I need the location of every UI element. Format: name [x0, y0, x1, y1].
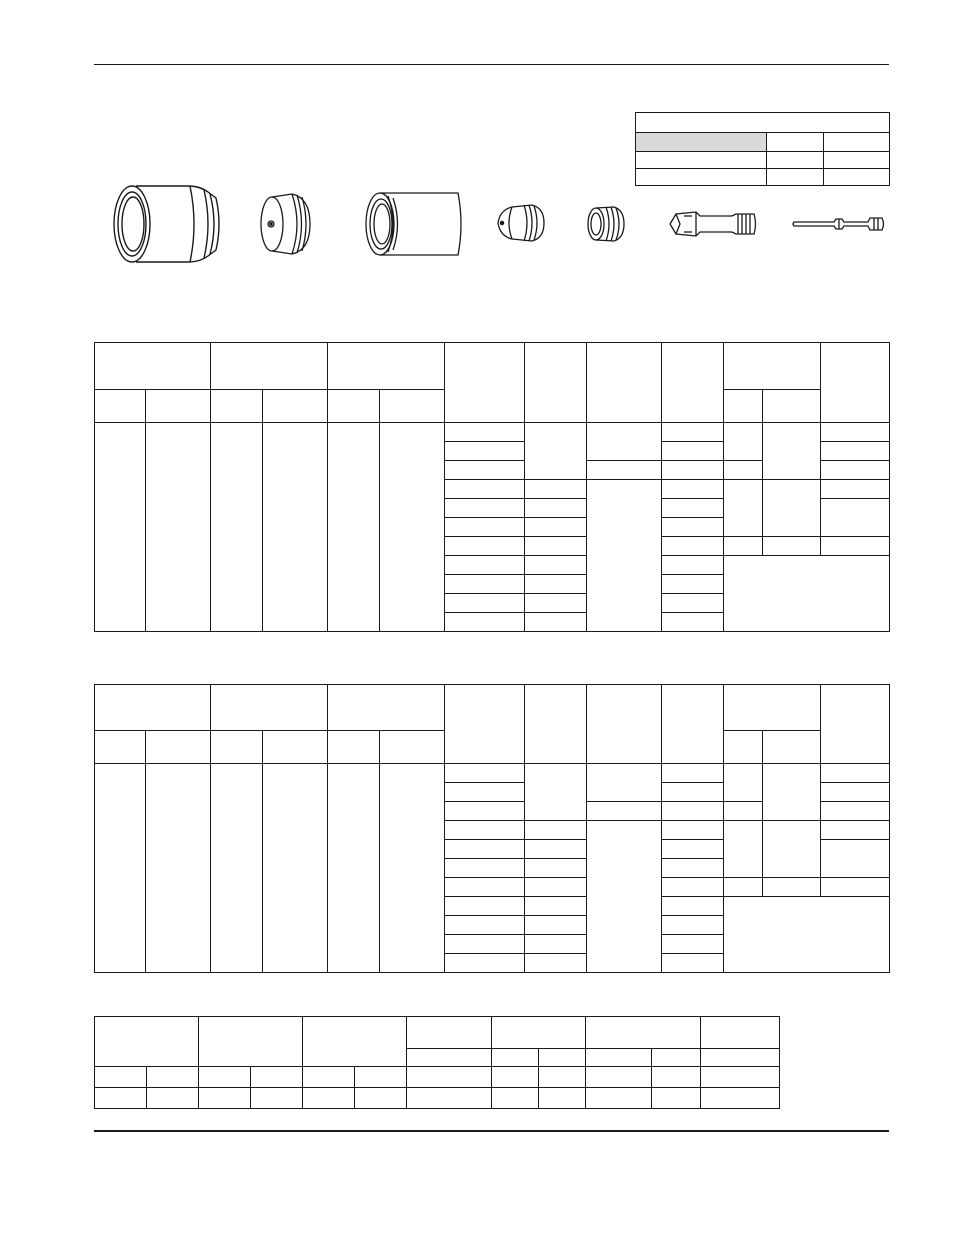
- table-cell: [525, 878, 587, 897]
- table-cell: [95, 685, 211, 731]
- table-cell: [662, 954, 724, 973]
- table-cell: [445, 461, 525, 480]
- table-cell: [763, 821, 821, 878]
- table-cell: [492, 1017, 586, 1049]
- table-cell: [303, 1017, 407, 1067]
- nozzle-icon: [492, 202, 548, 244]
- table-cell: [662, 685, 724, 764]
- table-cell: [303, 1067, 355, 1088]
- table-cell: [525, 821, 587, 840]
- table-cell: [821, 802, 890, 821]
- table-cell: [763, 878, 821, 897]
- table-cell: [445, 518, 525, 537]
- table-cell: [724, 731, 763, 764]
- table-cell: [662, 518, 724, 537]
- table-cell: [724, 802, 763, 821]
- cut-chart-table-1: [94, 342, 890, 632]
- table-cell: [525, 499, 587, 518]
- table-cell: [95, 343, 211, 390]
- table-cell: [724, 821, 763, 878]
- table-cell: [445, 685, 525, 764]
- legend-header-cell: [636, 133, 767, 152]
- table-cell: [662, 916, 724, 935]
- table-cell: [662, 442, 724, 461]
- table-cell: [539, 1049, 586, 1067]
- table-cell: [95, 1017, 199, 1067]
- table-cell: [662, 802, 724, 821]
- electrode-icon: [666, 206, 758, 242]
- table-cell: [724, 480, 763, 537]
- legend-title-cell: [636, 113, 890, 133]
- table-cell: [821, 461, 890, 480]
- table-cell: [662, 613, 724, 632]
- table-cell: [445, 802, 525, 821]
- table-cell: [263, 764, 328, 973]
- table-cell: [445, 613, 525, 632]
- table-cell: [821, 442, 890, 461]
- table-cell: [355, 1067, 407, 1088]
- legend-cell: [824, 169, 890, 186]
- table-cell: [380, 731, 445, 764]
- shield-cap-icon: [258, 190, 314, 258]
- table-cell: [586, 1017, 701, 1049]
- table-cell: [445, 821, 525, 840]
- table-cell: [662, 821, 724, 840]
- table-cell: [445, 594, 525, 613]
- table-cell: [662, 343, 724, 423]
- retaining-cap-icon: [360, 185, 466, 263]
- table-cell: [662, 935, 724, 954]
- table-cell: [652, 1049, 701, 1067]
- table-cell: [662, 423, 724, 442]
- table-cell: [525, 575, 587, 594]
- table-cell: [587, 343, 662, 423]
- shield-icon: [108, 180, 224, 268]
- table-cell: [662, 897, 724, 916]
- table-cell: [586, 1049, 652, 1067]
- table-cell: [445, 859, 525, 878]
- table-cell: [445, 343, 525, 423]
- table-cell: [146, 390, 211, 423]
- table-cell: [525, 916, 587, 935]
- table-cell: [763, 390, 821, 423]
- table-cell: [303, 1088, 355, 1109]
- legend-table: [635, 112, 890, 186]
- table-cell: [263, 390, 328, 423]
- table-cell: [724, 878, 763, 897]
- table-cell: [662, 840, 724, 859]
- table-cell: [662, 575, 724, 594]
- table-cell: [328, 390, 380, 423]
- table-cell: [199, 1017, 303, 1067]
- table-cell: [146, 423, 211, 632]
- table-cell: [821, 878, 890, 897]
- legend-cell: [767, 169, 824, 186]
- table-cell: [701, 1067, 780, 1088]
- table-cell: [328, 731, 380, 764]
- table-cell: [662, 878, 724, 897]
- table-cell: [662, 859, 724, 878]
- table-cell: [701, 1017, 780, 1049]
- table-cell: [821, 343, 890, 423]
- table-cell: [251, 1088, 303, 1109]
- table-cell: [445, 878, 525, 897]
- table-cell: [587, 480, 662, 632]
- table-cell: [328, 764, 380, 973]
- table-cell: [380, 390, 445, 423]
- table-cell: [211, 390, 263, 423]
- table-cell: [662, 764, 724, 783]
- table-cell: [652, 1088, 701, 1109]
- table-cell: [380, 764, 445, 973]
- table-cell: [724, 764, 763, 802]
- table-cell: [525, 480, 587, 499]
- table-cell: [407, 1088, 492, 1109]
- table-cell: [587, 461, 662, 480]
- table-cell: [445, 575, 525, 594]
- legend-cell: [636, 152, 767, 169]
- table-cell: [380, 423, 445, 632]
- table-cell: [445, 499, 525, 518]
- legend-cell: [824, 152, 890, 169]
- table-cell: [211, 423, 263, 632]
- table-cell: [211, 764, 263, 973]
- table-cell: [147, 1067, 199, 1088]
- table-cell: [211, 731, 263, 764]
- table-cell: [701, 1049, 780, 1067]
- table-cell: [146, 764, 211, 973]
- table-cell: [662, 594, 724, 613]
- table-cell: [492, 1049, 539, 1067]
- table-cell: [821, 499, 890, 537]
- table-cell: [525, 537, 587, 556]
- table-cell: [763, 537, 821, 556]
- table-cell: [199, 1088, 251, 1109]
- table-cell: [724, 390, 763, 423]
- table-cell: [407, 1067, 492, 1088]
- table-cell: [445, 764, 525, 783]
- table-cell: [95, 764, 146, 973]
- table-cell: [328, 343, 445, 390]
- table-cell: [539, 1088, 586, 1109]
- table-cell: [263, 423, 328, 632]
- table-cell: [211, 343, 328, 390]
- table-cell: [539, 1067, 586, 1088]
- header-rule: [94, 64, 889, 65]
- table-cell: [445, 916, 525, 935]
- table-cell: [821, 821, 890, 840]
- table-cell: [355, 1088, 407, 1109]
- table-cell: [445, 442, 525, 461]
- table-cell: [251, 1067, 303, 1088]
- table-cell: [763, 423, 821, 480]
- table-cell: [821, 537, 890, 556]
- table-cell: [821, 685, 890, 764]
- table-cell: [445, 897, 525, 916]
- table-cell: [445, 954, 525, 973]
- table-cell: [445, 556, 525, 575]
- table-cell: [95, 1088, 147, 1109]
- table-cell: [724, 537, 763, 556]
- legend-header-cell: [767, 133, 824, 152]
- table-cell: [587, 821, 662, 973]
- table-cell: [662, 499, 724, 518]
- table-cell: [724, 343, 821, 390]
- table-cell: [724, 461, 763, 480]
- table-cell: [662, 537, 724, 556]
- legend-header-cell: [824, 133, 890, 152]
- table-cell: [211, 685, 328, 731]
- table-cell: [587, 764, 662, 802]
- table-cell: [147, 1088, 199, 1109]
- legend-cell: [767, 152, 824, 169]
- table-cell: [263, 731, 328, 764]
- settings-table: [94, 1016, 780, 1109]
- table-cell: [525, 423, 587, 480]
- table-cell: [701, 1088, 780, 1109]
- table-cell: [525, 594, 587, 613]
- table-cell: [662, 783, 724, 802]
- table-cell: [492, 1088, 539, 1109]
- table-cell: [95, 1067, 147, 1088]
- table-cell: [95, 731, 146, 764]
- table-cell: [821, 840, 890, 878]
- table-cell: [492, 1067, 539, 1088]
- table-cell: [763, 764, 821, 821]
- table-cell: [662, 556, 724, 575]
- table-cell: [724, 423, 763, 461]
- table-cell: [587, 423, 662, 461]
- cut-chart-table-2: [94, 684, 890, 973]
- table-cell: [821, 764, 890, 783]
- table-cell: [525, 859, 587, 878]
- table-cell: [445, 480, 525, 499]
- table-cell: [445, 537, 525, 556]
- table-cell: [821, 423, 890, 442]
- table-cell: [95, 390, 146, 423]
- legend-cell: [636, 169, 767, 186]
- table-cell: [586, 1088, 652, 1109]
- table-cell: [587, 685, 662, 764]
- table-cell: [587, 802, 662, 821]
- table-cell: [586, 1067, 652, 1088]
- table-cell: [407, 1017, 492, 1049]
- table-cell: [724, 556, 890, 632]
- table-cell: [525, 764, 587, 821]
- table-cell: [445, 423, 525, 442]
- table-cell: [407, 1049, 492, 1067]
- table-cell: [724, 685, 821, 731]
- table-cell: [445, 935, 525, 954]
- table-cell: [525, 556, 587, 575]
- table-cell: [525, 613, 587, 632]
- swirl-ring-icon: [584, 204, 628, 244]
- table-cell: [445, 783, 525, 802]
- table-cell: [525, 935, 587, 954]
- table-cell: [146, 731, 211, 764]
- table-cell: [525, 685, 587, 764]
- table-cell: [525, 954, 587, 973]
- footer-rule: [94, 1130, 889, 1132]
- table-cell: [763, 480, 821, 537]
- table-cell: [525, 518, 587, 537]
- table-cell: [525, 840, 587, 859]
- table-cell: [525, 897, 587, 916]
- water-tube-icon: [790, 212, 886, 236]
- table-cell: [445, 840, 525, 859]
- table-cell: [821, 480, 890, 499]
- table-cell: [662, 461, 724, 480]
- table-cell: [95, 423, 146, 632]
- table-cell: [652, 1067, 701, 1088]
- table-cell: [328, 685, 445, 731]
- table-cell: [328, 423, 380, 632]
- table-cell: [763, 731, 821, 764]
- table-cell: [724, 897, 890, 973]
- table-cell: [199, 1067, 251, 1088]
- table-cell: [525, 343, 587, 423]
- table-cell: [662, 480, 724, 499]
- table-cell: [821, 783, 890, 802]
